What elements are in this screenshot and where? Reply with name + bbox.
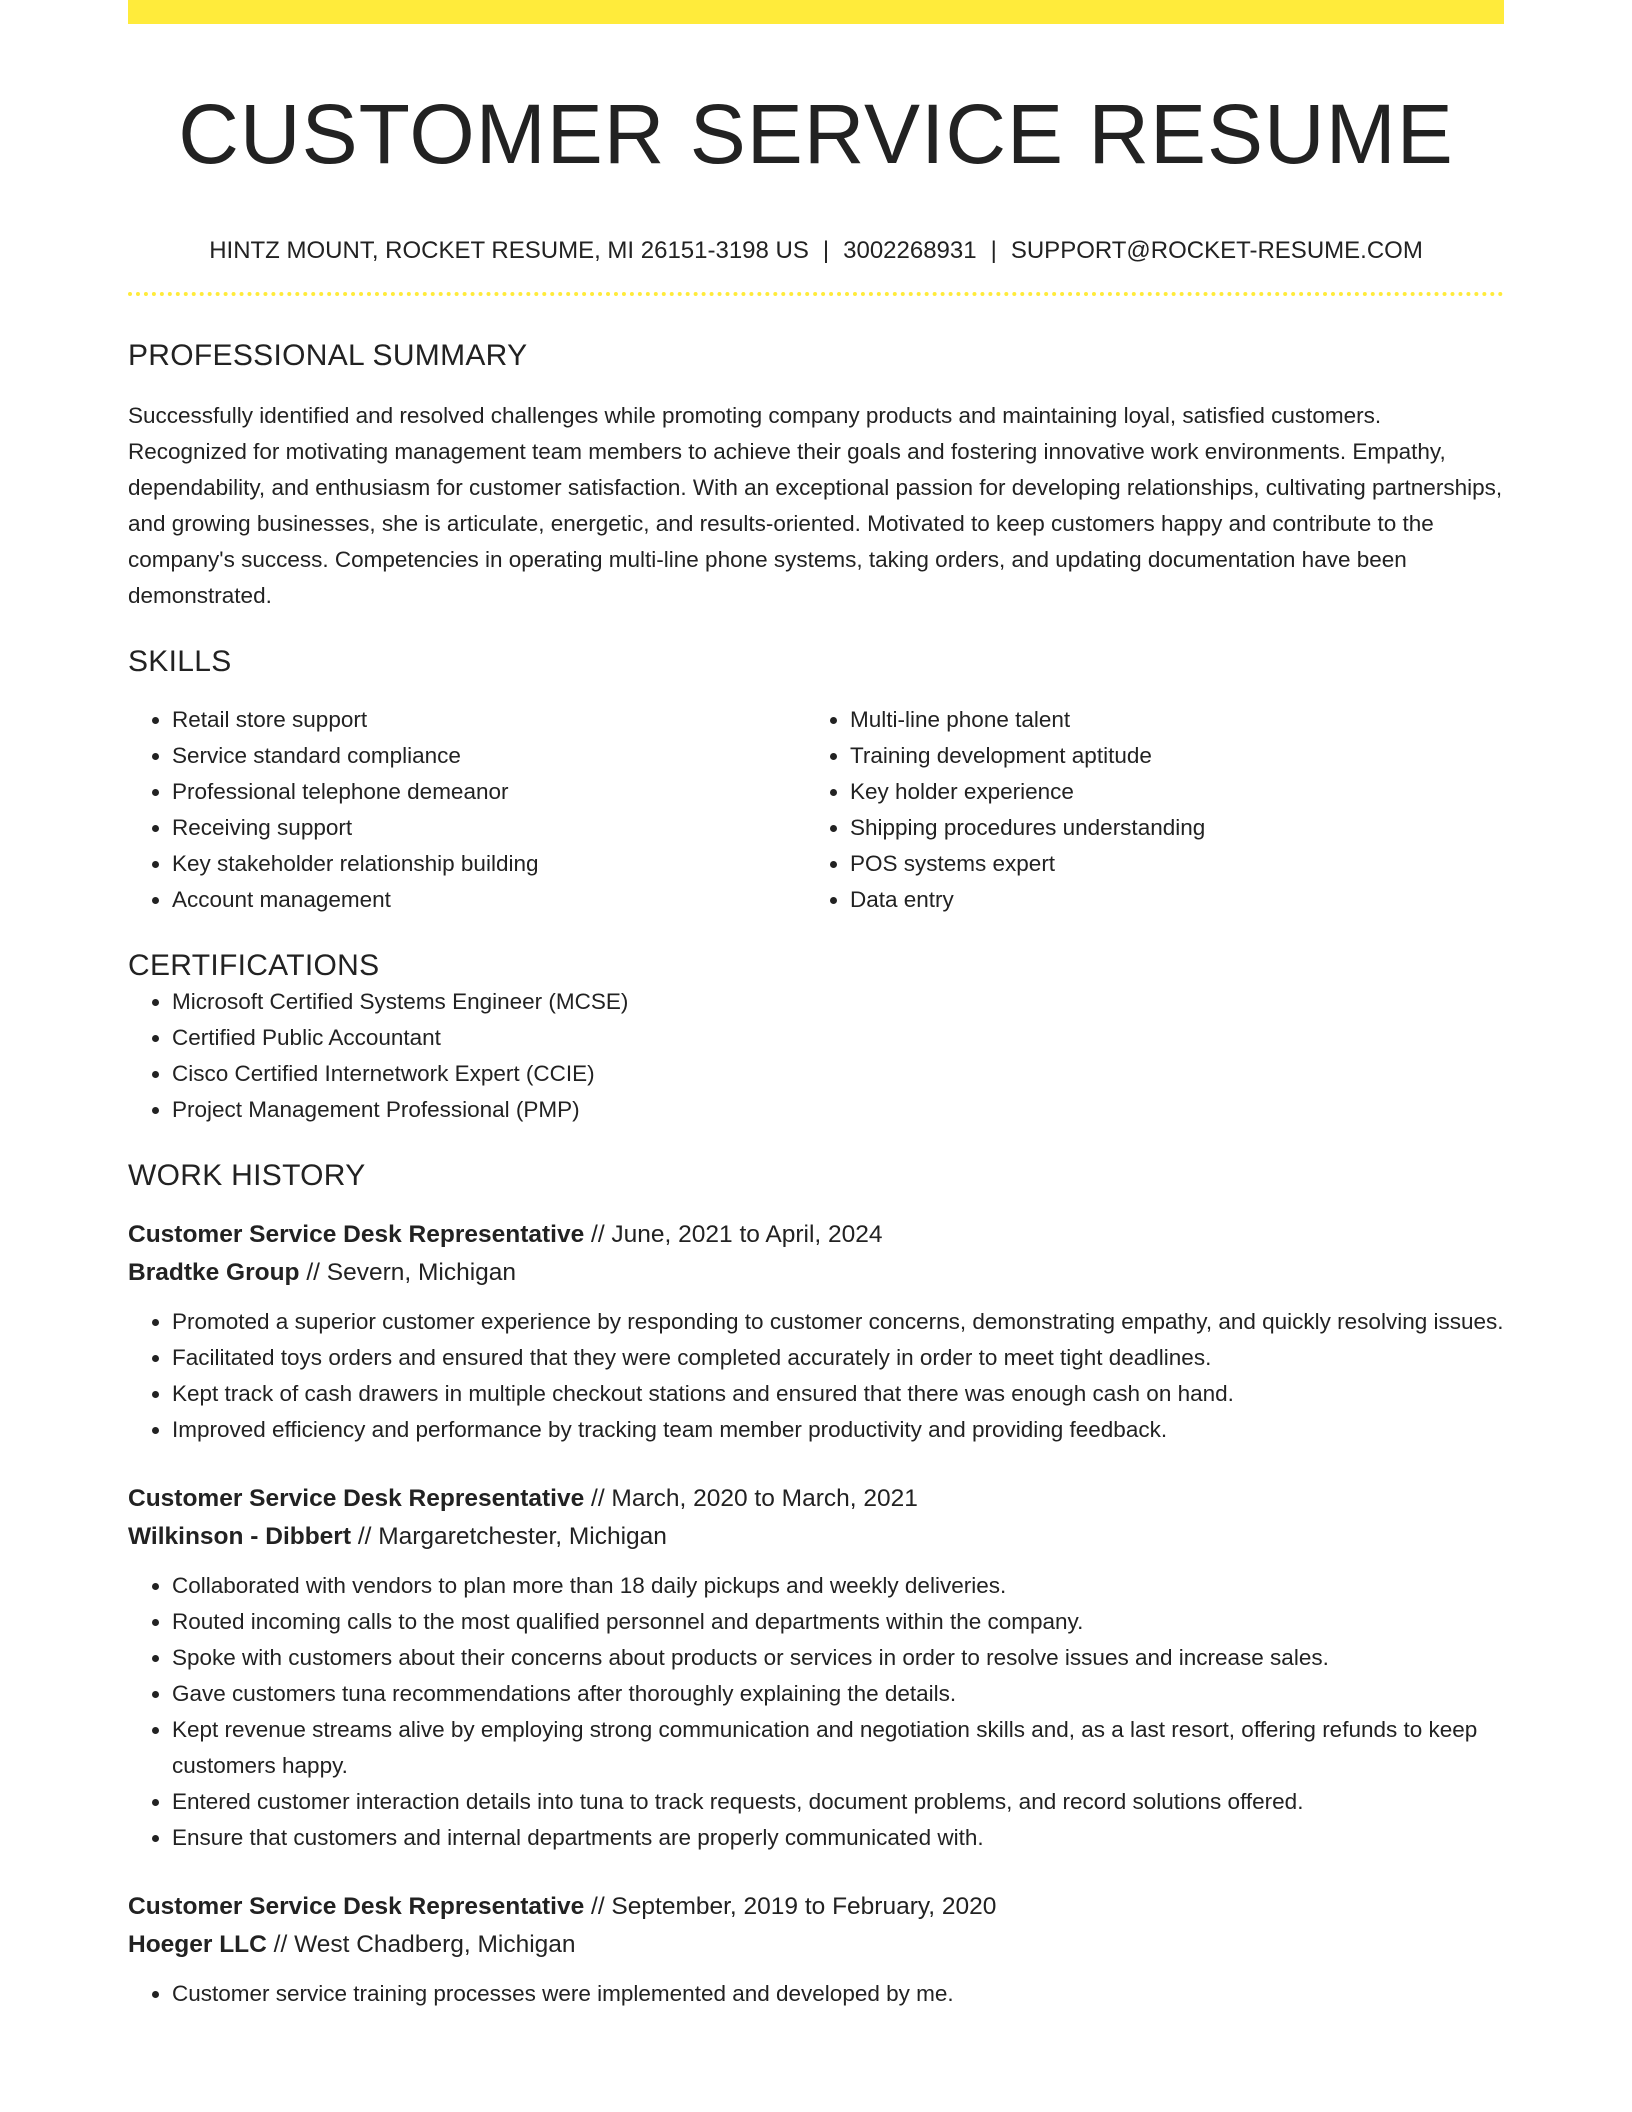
job-role-line [128, 1888, 1504, 1926]
job-location: // Severn, Michigan [299, 1259, 517, 1286]
job-company-line [128, 1926, 1504, 1964]
job-bullet: • Ensure that customers and internal departments are properly communicated with. [172, 1820, 1504, 1856]
skill-item: • POS systems expert [850, 846, 1484, 882]
job-entry [128, 1888, 1504, 2012]
certification-item: • Project Management Professional (PMP) [172, 1092, 1504, 1128]
certification-item: • Cisco Certified Internetwork Expert (CCIE) [172, 1056, 1504, 1092]
job-entry [128, 1480, 1504, 1856]
job-bullet: • Customer service training processes were implemented and developed by me. [172, 1976, 1504, 2012]
certifications-heading: CERTIFICATIONS [128, 949, 380, 982]
skill-item: • Service standard compliance [172, 738, 806, 774]
contact-separator: | [990, 237, 997, 264]
job-bullets [128, 1976, 1504, 2012]
skill-item: • Professional telephone demeanor [172, 774, 806, 810]
job-bullet: • Collaborated with vendors to plan more than 18 daily pickups and weekly deliveries. [172, 1568, 1504, 1604]
job-bullet: • Gave customers tuna recommendations after thoroughly explaining the details. [172, 1676, 1504, 1712]
job-bullet: • Spoke with customers about their concerns about products or services in order to resolve issues and increase sales. [172, 1640, 1504, 1676]
certification-item: • Certified Public Accountant [172, 1020, 1504, 1056]
job-company: Bradtke Group [128, 1259, 300, 1286]
contact-separator: | [822, 237, 830, 264]
skill-item: • Key holder experience [850, 774, 1484, 810]
skill-item: • Receiving support [172, 810, 806, 846]
job-company: Hoeger LLC [128, 1931, 267, 1958]
resume-title: CUSTOMER SERVICE RESUME [178, 87, 1454, 181]
certification-item: • Microsoft Certified Systems Engineer (MCSE) [172, 984, 1504, 1020]
job-location: // Margaretchester, Michigan [351, 1523, 667, 1550]
address-text: HINTZ MOUNT, ROCKET RESUME, MI 26151-3198 US [209, 237, 809, 264]
job-bullets [128, 1568, 1504, 1856]
top-accent-bar [128, 0, 1504, 24]
header-divider [128, 292, 1504, 296]
skills-grid [128, 702, 1504, 918]
summary-heading: PROFESSIONAL SUMMARY [128, 339, 528, 372]
job-bullet: • Kept track of cash drawers in multiple checkout stations and ensured that there was enough cash on hand. [172, 1376, 1504, 1412]
job-company-line [128, 1254, 1504, 1292]
skill-item: • Shipping procedures understanding [850, 810, 1484, 846]
job-dates: // September, 2019 to February, 2020 [584, 1893, 997, 1920]
skills-column-right [806, 702, 1484, 918]
job-company: Wilkinson - Dibbert [128, 1523, 352, 1550]
skill-item: • Key stakeholder relationship building [172, 846, 806, 882]
job-role-line [128, 1216, 1504, 1254]
skill-item: • Training development aptitude [850, 738, 1484, 774]
skill-item: • Retail store support [172, 702, 806, 738]
job-bullet: • Routed incoming calls to the most qualified personnel and departments within the company. [172, 1604, 1504, 1640]
skill-item: • Data entry [850, 882, 1484, 918]
job-bullet: • Improved efficiency and performance by tracking team member productivity and providing feedback. [172, 1412, 1504, 1448]
job-role: Customer Service Desk Representative [128, 1485, 585, 1512]
summary-text: Successfully identified and resolved challenges while promoting company products and maintaining loyal, satisfied customers. Recognized for motivating management team members to achieve their goals and fostering innovative work environments. Empathy, dependability, and enthusiasm for customer satisfaction. With an exceptional passion for developing relationships, cultivating partnerships, and growing businesses, she is articulate, energetic, and results-oriented. Motivated to keep customers happy and contribute to the company's success. Competencies in operating multi-line phone systems, taking orders, and updating documentation have been demonstrated. [128, 403, 1503, 608]
job-location: // West Chadberg, Michigan [266, 1931, 576, 1958]
job-bullet: • Kept revenue streams alive by employing strong communication and negotiation skills and, as a last resort, offering refunds to keep customers happy. [172, 1712, 1504, 1784]
job-role-line [128, 1480, 1504, 1518]
contact-line [128, 236, 1504, 266]
job-company-line [128, 1518, 1504, 1556]
email-text: SUPPORT@ROCKET-RESUME.COM [1010, 237, 1423, 264]
job-role: Customer Service Desk Representative [128, 1221, 585, 1248]
skills-column-left [128, 702, 806, 918]
job-bullets [128, 1304, 1504, 1448]
job-dates: // March, 2020 to March, 2021 [584, 1485, 918, 1512]
work-history-heading: WORK HISTORY [128, 1159, 366, 1192]
job-dates: // June, 2021 to April, 2024 [584, 1221, 883, 1248]
certifications-list [128, 984, 1504, 1128]
resume-page [128, 0, 1504, 2012]
phone-text: 3002268931 [843, 237, 977, 264]
job-bullet: • Facilitated toys orders and ensured that they were completed accurately in order to meet tight deadlines. [172, 1340, 1504, 1376]
job-role: Customer Service Desk Representative [128, 1893, 585, 1920]
job-entry [128, 1216, 1504, 1448]
skills-heading: SKILLS [128, 645, 232, 678]
job-bullet: • Entered customer interaction details into tuna to track requests, document problems, and record solutions offered. [172, 1784, 1504, 1820]
job-bullet: • Promoted a superior customer experience by responding to customer concerns, demonstrating empathy, and quickly resolving issues. [172, 1304, 1504, 1340]
skills-list-left [128, 702, 806, 918]
skill-item: • Multi-line phone talent [850, 702, 1484, 738]
skills-list-right [806, 702, 1484, 918]
skill-item: • Account management [172, 882, 806, 918]
